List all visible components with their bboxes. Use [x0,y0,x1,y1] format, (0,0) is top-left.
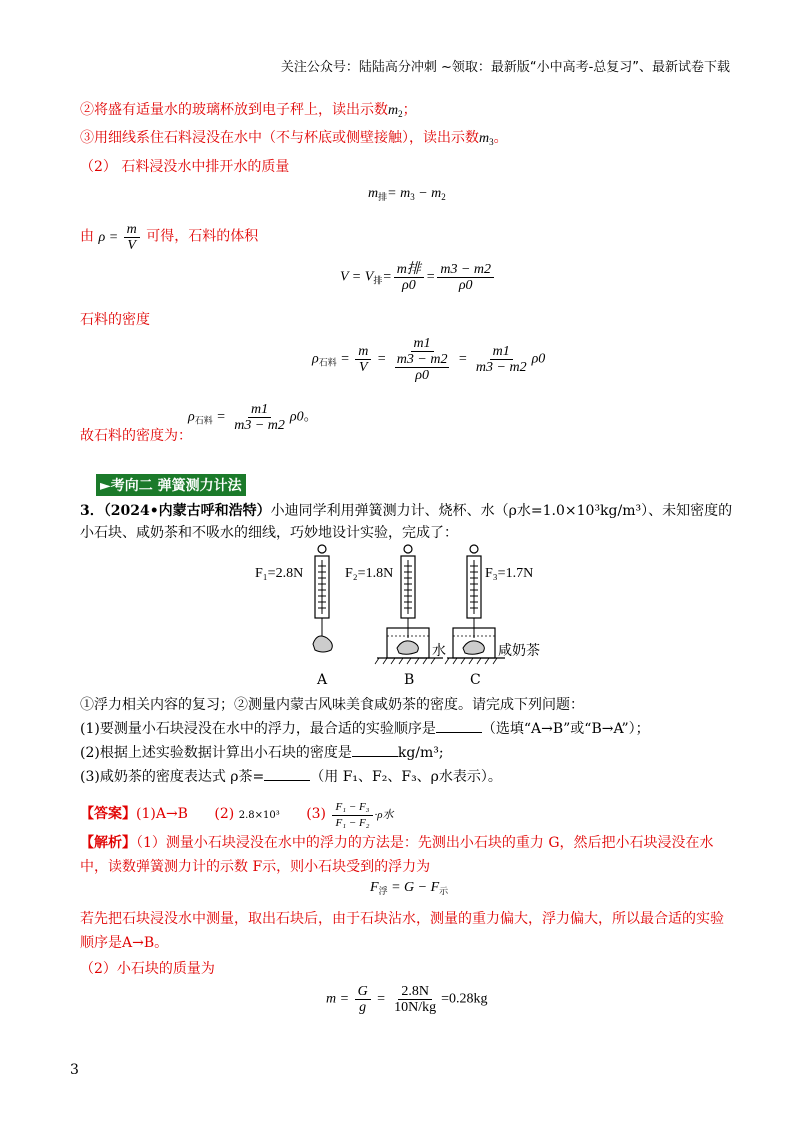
analysis-line-3: 若先把石块浸没水中测量，取出石块后，由于石块沾水，测量的重力偏大，浮力偏大，所以最合适的实验 [80,911,724,927]
question-text-1: 小迪同学利用弹簧测力计、烧杯、水（ρ水=1.0×10³kg/m³）、未知密度的 [270,503,733,519]
label-f2: F₂=1.8N [345,566,394,581]
answer-1: (1)A→B [136,806,188,823]
conclusion-fraction [231,402,288,433]
analysis-line-2: 中，读数弹簧测力计的示数 F示，则小石块受到的浮力为 [80,859,431,875]
blank-2 [352,756,398,757]
mass-eq-fraction-2 [391,984,439,1015]
buoy-eq-rhs-sub: 示 [439,886,449,896]
buoy-eq-lhs-sub: 浮 [378,886,388,896]
step-3-text: ③用细线系住石料浸没在水中（不与杯底或侧壁接触），读出示数 [80,130,479,146]
question-text-2: 小石块、咸奶茶和不吸水的细线，巧妙地设计实验，完成了： [80,525,458,541]
sub-2-text: (2)根据上述实验数据计算出小石块的密度是 [80,745,352,761]
mass-eq-f2-den: 10N/kg [394,1000,437,1015]
answer-3-label: (3) [306,806,327,823]
part-2-title: （2） 石料浸没水中排开水的质量 [80,159,290,175]
step-2 [80,100,417,124]
question-line-1: ①浮力相关内容的复习；②测量内蒙古风味美食咸奶茶的密度。请完成下列问题： [80,697,584,713]
buoy-eq-lhs: F [370,880,379,895]
fraction-den: V [127,238,136,253]
eq3-f1-num: m [355,344,371,360]
eq2-f1-num: m排 [394,262,424,278]
eq3-tail: ρ0 [531,351,546,367]
step-2-end: ； [402,102,417,118]
eq3-f3-num: m1 [490,344,513,360]
eq2-eq-2: = [425,269,436,285]
buoy-eq-rhs: = G − F [387,880,440,895]
section-heading: ►考向二 弹簧测力计法 [96,474,246,496]
eq2-lhs: V = V [340,269,374,285]
blank-1 [436,732,482,733]
equation-displaced-mass [368,186,446,203]
analysis-p1a: （1）测量小石块浸没在水中的浮力的方法是：先测出小石块的重力 G，然后把小石块浸没在水 [136,835,714,851]
label-a: A [317,672,328,688]
eq3-fraction-1 [355,344,371,375]
question-sub-1 [80,718,650,740]
conclusion-equation [188,402,318,433]
mass-equation [326,984,488,1015]
step-2-text: ②将盛有适量水的玻璃杯放到电子秤上，读出示数 [80,102,388,118]
conclusion-end: 。 [303,409,318,425]
answer-block [80,800,394,831]
sub-1-options: （选填“A→B”或“B→A”）； [481,721,650,737]
eq3-fraction-3 [473,344,530,375]
eq2-fraction-2 [437,262,494,293]
label-f3: F₃=1.7N [485,566,534,581]
page-number: 3 [70,1062,79,1078]
eq1-lhs: m [368,186,379,201]
question-3 [80,500,740,544]
experiment-figure [255,544,555,674]
eq2-f1-den: ρ0 [401,278,416,293]
sub-1-text: (1)要测量小石块浸没在水中的浮力，最合适的实验顺序是 [80,721,436,737]
conclusion-den: m3 − m2 [234,418,285,433]
equation-volume [340,262,496,293]
label-water: 水 [432,643,446,659]
question-sub-3 [80,766,502,788]
eq2-f2-num: m3 − m2 [437,262,494,278]
label-milk-tea: 咸奶茶 [498,643,540,659]
conclusion-lhs-sub: 石料 [194,415,213,426]
density-intro-eq: = [105,229,122,245]
eq2-lhs-sub: 排 [373,275,383,286]
eq2-f2-den: ρ0 [458,278,473,293]
answer-3-tail: ·ρ水 [374,809,394,822]
spring-scale-c [445,545,505,664]
eq3-f1-den: V [358,360,368,375]
buoyancy-equation [370,880,448,897]
eq3-f2-num: m1 [411,336,434,352]
spring-scale-a [313,545,332,652]
analysis-line-5: （2）小石块的质量为 [80,961,215,977]
answer-3-fraction [332,800,372,831]
eq3-eq-2: = [373,351,390,367]
eq3-eq-3: = [454,351,471,367]
eq3-f2-den [392,352,453,383]
step-3-sub: 3 [489,137,494,147]
answer-2-label: (2) [214,806,235,823]
conclusion-lhs: ρ [188,409,195,425]
mass-eq-f2-num: 2.8N [398,984,432,1000]
page-header: 关注公众号：陆陆高分冲刺 ~领取：最新版“小中高考-总复习”、最新试卷下载 [280,60,730,75]
label-b: B [404,672,415,688]
mass-eq-eq: = [372,991,390,1007]
answer-3-num: F₁ − F₃ [332,800,372,816]
label-c: C [470,672,481,688]
step-2-var: m [388,103,399,118]
label-f1: F₁=2.8N [255,566,304,581]
step-2-sub: 2 [398,109,403,119]
eq1-rhs-sub2: 2 [441,192,446,202]
mass-eq-f1-den: g [359,1000,367,1015]
conclusion-tail: ρ0 [289,409,304,425]
mass-eq-f1-num: G [355,984,371,1000]
mass-eq-lhs: m = [326,991,353,1007]
analysis-line-1 [80,832,714,854]
mass-eq-fraction-1 [355,984,371,1015]
step-3-end: 。 [493,130,508,146]
eq2-fraction-1 [394,262,424,293]
eq1-rhs-sub1: 3 [410,192,415,202]
eq2-eq: = [382,269,392,285]
density-intro-suffix: 可得，石料的体积 [146,228,259,245]
fraction-m-over-v [124,222,140,253]
conclusion-text: 故石料的密度为： [80,428,192,444]
eq1-mid: − m [414,186,442,201]
eq3-f2-inner-num: m3 − m2 [396,352,448,367]
conclusion-num: m1 [248,402,271,418]
conclusion-eq: = [212,409,230,425]
step-3-var: m [479,131,490,146]
answer-2: 2.8×10³ [238,810,280,822]
eq3-fraction-2 [392,336,453,383]
rho-symbol: ρ [98,229,106,245]
eq1-lhs-sub: 排 [378,192,388,202]
fraction-num: m [124,222,140,238]
sub-3-hint: （用 F₁、F₂、F₃、ρ水表示）。 [310,769,502,785]
eq3-lhs-sub: 石料 [318,357,337,368]
sub-2-unit: kg/m³; [397,745,444,761]
sub-3-text: (3)咸奶茶的密度表达式 ρ茶= [80,769,265,785]
blank-3 [264,780,310,781]
question-source: （2024•内蒙古呼和浩特） [103,503,271,519]
mass-eq-result: =0.28kg [441,991,488,1007]
answer-label: 【答案】 [80,806,136,823]
equation-density [312,336,545,383]
density-label: 石料的密度 [80,312,150,328]
eq1-rhs: = m [387,186,411,201]
step-3 [80,128,508,152]
answer-3-den: F₁ − F₂ [335,817,370,829]
analysis-line-4: 顺序是A→B。 [80,935,169,951]
density-intro-prefix: 由 [80,228,94,245]
question-number: 3． [80,503,104,519]
eq3-lhs: ρ [312,351,319,367]
question-sub-2 [80,742,444,764]
eq3-f3-den: m3 − m2 [475,360,527,375]
eq3-eq: = [336,351,354,367]
analysis-label: 【解析】 [80,835,136,851]
eq3-f2-inner-den: ρ0 [415,368,429,383]
density-intro [80,222,258,253]
